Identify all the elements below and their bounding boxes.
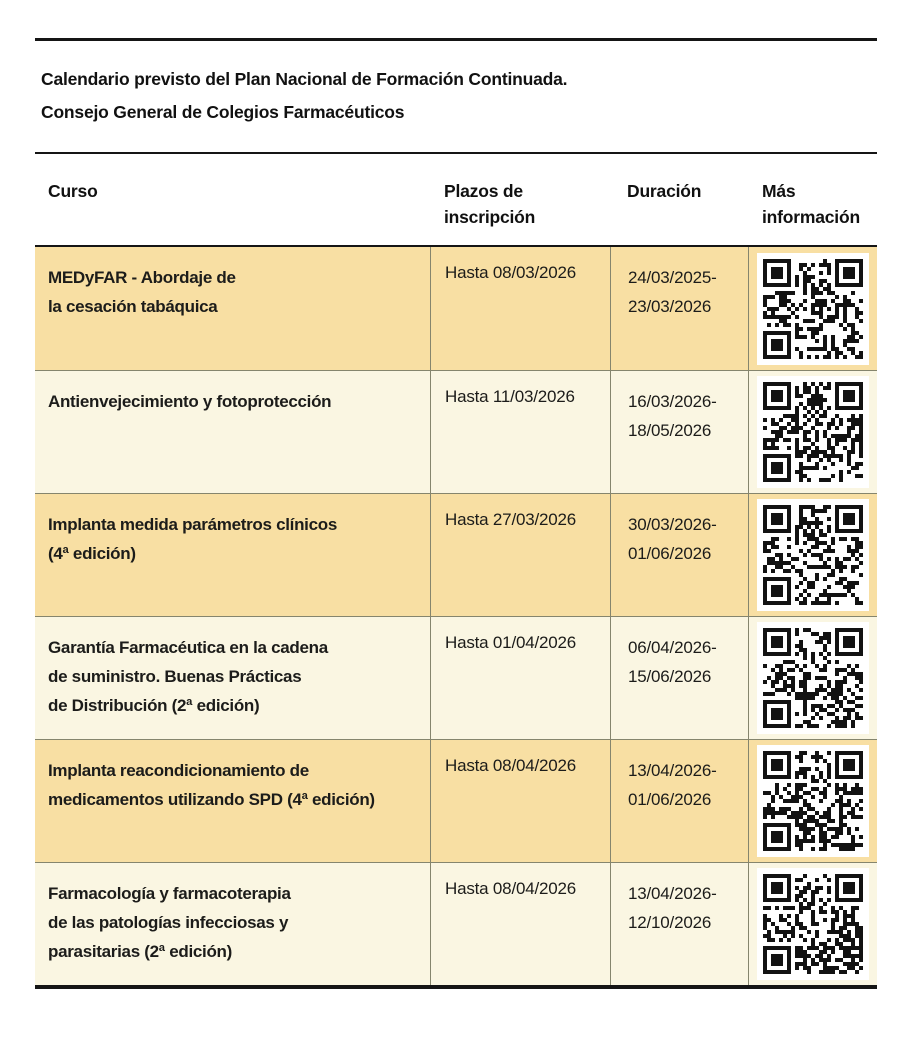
deadline-text: Hasta 08/04/2026	[445, 879, 577, 898]
course-name-line: Implanta reacondicionamiento de	[48, 761, 309, 780]
course-name-line: medicamentos utilizando SPD (4ª edición)	[48, 790, 375, 809]
top-divider	[35, 38, 877, 41]
course-name-line: Implanta medida parámetros clínicos	[48, 515, 337, 534]
duration-line: 12/10/2026	[628, 913, 712, 932]
enrollment-deadline-cell	[430, 740, 610, 862]
course-name-cell	[35, 494, 430, 616]
more-info-cell	[748, 371, 877, 493]
duration-line: 13/04/2026-	[628, 884, 717, 903]
page-title	[41, 63, 877, 129]
table-row	[35, 739, 877, 862]
duration-cell	[610, 617, 748, 739]
duration-cell	[610, 247, 748, 370]
duration-line: 06/04/2026-	[628, 638, 717, 657]
page	[0, 38, 911, 989]
enrollment-deadline-cell	[430, 617, 610, 739]
duration-cell	[610, 740, 748, 862]
duration-line: 24/03/2025-	[628, 268, 717, 287]
table-row	[35, 616, 877, 739]
deadline-text: Hasta 01/04/2026	[445, 633, 577, 652]
qr-code	[757, 376, 869, 488]
duration-line: 15/06/2026	[628, 667, 712, 686]
deadline-text: Hasta 27/03/2026	[445, 510, 577, 529]
qr-code	[757, 745, 869, 857]
deadline-text: Hasta 11/03/2026	[445, 387, 575, 406]
duration-cell	[610, 863, 748, 985]
duration-cell	[610, 371, 748, 493]
column-header-label: Más	[762, 181, 796, 201]
column-header-duracion	[610, 178, 748, 245]
page-title-line: Calendario previsto del Plan Nacional de Formación Continuada.	[41, 69, 568, 89]
duration-line: 16/03/2026-	[628, 392, 717, 411]
column-header-mas-informacion	[748, 178, 877, 245]
course-table	[35, 245, 877, 989]
course-name-cell	[35, 617, 430, 739]
table-row	[35, 493, 877, 616]
course-name-cell	[35, 863, 430, 985]
more-info-cell	[748, 617, 877, 739]
course-name-cell	[35, 740, 430, 862]
deadline-text: Hasta 08/04/2026	[445, 756, 577, 775]
qr-code	[757, 868, 869, 980]
table-header-row	[35, 154, 877, 245]
column-header-label: Duración	[627, 181, 702, 201]
column-header-label: inscripción	[444, 207, 536, 227]
qr-code	[757, 499, 869, 611]
enrollment-deadline-cell	[430, 247, 610, 370]
course-name-line: parasitarias (2ª edición)	[48, 942, 232, 961]
table-row	[35, 370, 877, 493]
course-name-line: de suministro. Buenas Prácticas	[48, 667, 302, 686]
more-info-cell	[748, 863, 877, 985]
enrollment-deadline-cell	[430, 494, 610, 616]
column-header-label: Curso	[48, 181, 98, 201]
duration-line: 30/03/2026-	[628, 515, 717, 534]
column-header-plazos	[430, 178, 610, 245]
course-name-cell	[35, 247, 430, 370]
course-name-cell	[35, 371, 430, 493]
course-name-line: la cesación tabáquica	[48, 297, 218, 316]
duration-line: 01/06/2026	[628, 790, 712, 809]
course-name-line: de las patologías infecciosas y	[48, 913, 289, 932]
table-row	[35, 247, 877, 370]
column-header-curso	[35, 178, 430, 245]
course-name-line: Antienvejecimiento y fotoprotección	[48, 392, 332, 411]
column-header-label: Plazos de	[444, 181, 523, 201]
duration-cell	[610, 494, 748, 616]
enrollment-deadline-cell	[430, 863, 610, 985]
course-name-line: (4ª edición)	[48, 544, 136, 563]
column-header-label: información	[762, 207, 860, 227]
duration-line: 23/03/2026	[628, 297, 712, 316]
duration-line: 01/06/2026	[628, 544, 712, 563]
more-info-cell	[748, 247, 877, 370]
course-name-line: Farmacología y farmacoterapia	[48, 884, 291, 903]
enrollment-deadline-cell	[430, 371, 610, 493]
more-info-cell	[748, 494, 877, 616]
table-row	[35, 862, 877, 985]
course-name-line: Garantía Farmacéutica en la cadena	[48, 638, 328, 657]
duration-line: 13/04/2026-	[628, 761, 717, 780]
deadline-text: Hasta 08/03/2026	[445, 263, 577, 282]
course-name-line: de Distribución (2ª edición)	[48, 696, 260, 715]
course-name-line: MEDyFAR - Abordaje de	[48, 268, 236, 287]
qr-code	[757, 253, 869, 365]
page-title-line: Consejo General de Colegios Farmacéuticos	[41, 102, 405, 122]
qr-code	[757, 622, 869, 734]
more-info-cell	[748, 740, 877, 862]
duration-line: 18/05/2026	[628, 421, 712, 440]
